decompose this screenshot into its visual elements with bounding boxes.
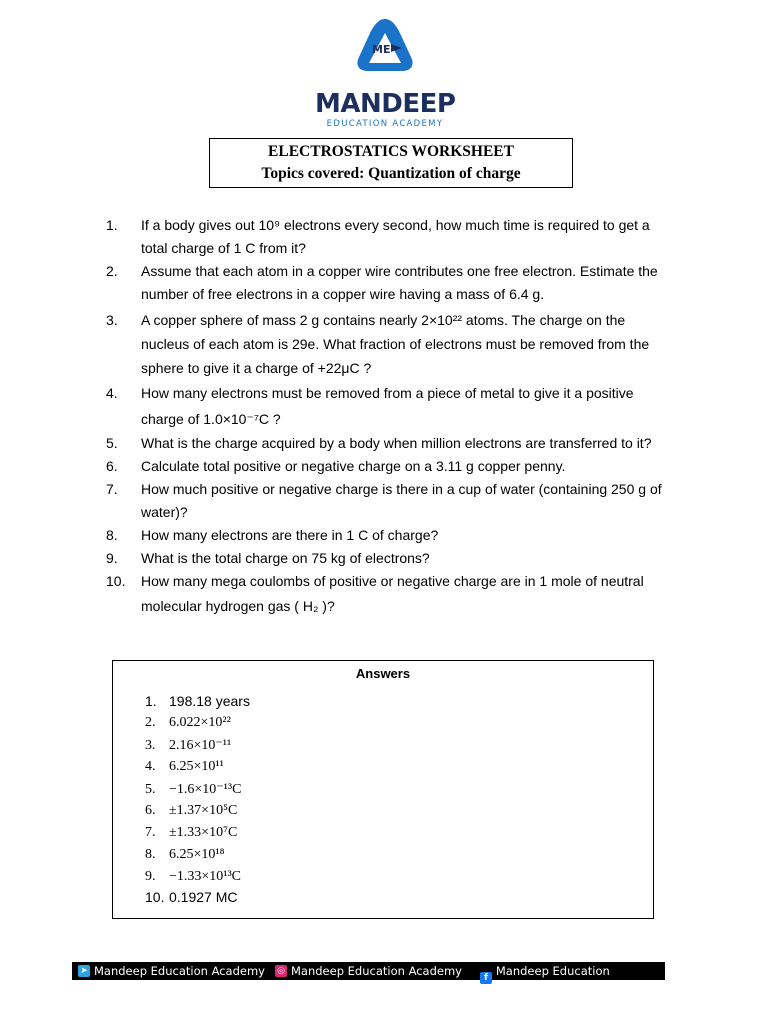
footer-facebook-link[interactable] [480,964,665,992]
question-text: water)? [141,504,188,520]
question-text: charge of 1.0×10⁻⁷C ? [141,411,281,427]
facebook-icon: f [480,972,492,984]
answer-number: 7. [145,825,156,840]
answer-number: 1. [145,693,157,709]
question-text: Calculate total positive or negative charge on a 3.11 g copper penny. [141,458,566,474]
footer-instagram-link[interactable] [275,964,462,978]
question-text: How many mega coulombs of positive or negative charge are in 1 mole of neutral [141,573,644,589]
question-text: molecular hydrogen gas ( H₂ )? [141,598,335,614]
answer-number: 4. [145,759,156,774]
answer-value: ±1.33×10⁷C [169,825,238,840]
social-footer [72,962,665,992]
question-number: 8. [106,527,118,543]
answer-number: 8. [145,847,156,862]
question-text: If a body gives out 10⁹ electrons every second, how much time is required to get a [141,217,650,233]
answer-value: −1.33×10¹³C [169,869,242,884]
worksheet-title-box [209,138,573,188]
answer-value: 6.25×10¹¹ [169,759,224,774]
question-number: 5. [106,435,118,451]
question-text: How many electrons are there in 1 C of charge? [141,527,439,543]
brand-name: MANDEEP [315,89,456,119]
svg-text:ME: ME [372,43,391,56]
question-text: number of free electrons in a copper wire having a mass of 6.4 g. [141,286,545,302]
answer-item [145,693,250,709]
answer-number: 2. [145,715,156,730]
question-number: 10. [106,573,126,589]
answers-title: Answers [355,666,411,681]
answer-number: 6. [145,803,156,818]
question-number: 2. [106,263,118,279]
answer-value: −1.6×10⁻¹³C [169,782,242,797]
footer-label: Mandeep Education Academy [94,964,265,978]
answer-number: 9. [145,869,156,884]
answer-value: 198.18 years [169,693,250,709]
question-number: 9. [106,550,118,566]
question-text: How much positive or negative charge is there in a cup of water (containing 250 g of [141,481,662,497]
answer-number: 3. [145,738,156,753]
answer-value: 2.16×10⁻¹¹ [169,738,232,753]
answer-value: 0.1927 MC [169,889,238,905]
question-number: 6. [106,458,118,474]
brand-logo [315,15,456,129]
question-number: 3. [106,312,118,328]
question-text: What is the total charge on 75 kg of electrons? [141,550,430,566]
answer-item [145,803,237,819]
answer-item [145,889,237,905]
question-text: sphere to give it a charge of +22μC ? [141,360,372,376]
question-text: What is the charge acquired by a body when million electrons are transferred to it? [141,435,652,451]
answer-item [145,737,231,754]
answer-item [145,781,241,798]
question-text: total charge of 1 C from it? [141,240,306,256]
question-text: A copper sphere of mass 2 g contains nearly 2×10²² atoms. The charge on the [141,312,626,328]
question-text: Assume that each atom in a copper wire contributes one free electron. Estimate the [141,263,658,279]
brand-subtitle: EDUCATION ACADEMY [326,119,444,129]
answer-item [145,825,237,841]
instagram-icon: ◎ [275,965,287,977]
question-number: 4. [106,385,118,401]
footer-label: Mandeep Education Academy [495,964,610,992]
question-number: 1. [106,217,118,233]
footer-telegram-link[interactable] [78,964,265,978]
question-text: How many electrons must be removed from a piece of metal to give it a positive [141,385,634,401]
answer-number: 10. [145,889,165,905]
worksheet-topics: Topics covered: Quantization of charge [261,165,521,182]
answer-number: 5. [145,782,156,797]
answer-value: 6.25×10¹⁸ [169,847,225,862]
answer-item [145,715,231,731]
answer-item [145,869,241,885]
answer-value: ±1.37×10⁵C [169,803,238,818]
worksheet-title: ELECTROSTATICS WORKSHEET [268,143,514,160]
logo-triangle-icon [355,15,415,85]
answer-item [145,759,224,775]
question-number: 7. [106,481,118,497]
answer-value: 6.022×10²² [169,715,231,730]
footer-label: Mandeep Education Academy [291,964,462,978]
telegram-icon: ➤ [78,965,90,977]
answer-item [145,847,224,863]
question-text: nucleus of each atom is 29e. What fraction of electrons must be removed from the [141,336,650,352]
